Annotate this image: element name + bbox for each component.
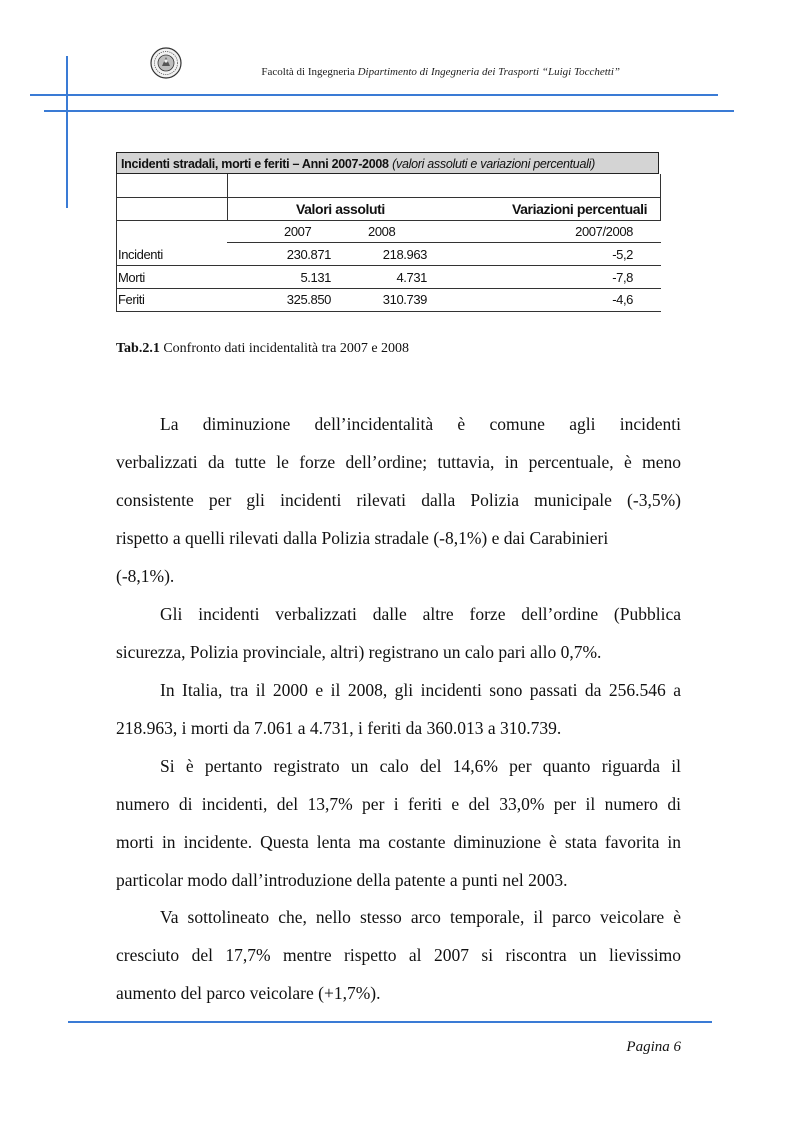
accident-data-table <box>116 152 661 312</box>
header-year-2007: 2007 <box>284 224 312 239</box>
paragraph-line: Va sottolineato che, nello stesso arco temporale, il parco veicolare è <box>160 907 681 927</box>
paragraph-line: La diminuzione dell’incidentalità è comune agli incidenti <box>160 414 681 434</box>
table-title <box>116 152 659 174</box>
cell-morti-2007: 5.131 <box>300 270 331 285</box>
group-absolute-values: Valori assoluti <box>296 201 385 217</box>
paragraph-line: Si è pertanto registrato un calo del 14,6% per quanto riguarda il <box>160 756 681 776</box>
caption-label: Tab.2.1 <box>116 341 160 356</box>
paragraph-line: Gli incidenti verbalizzati dalle altre forze dell’ordine (Pubblica <box>160 604 681 624</box>
header-period: 2007/2008 <box>575 224 633 239</box>
paragraph-2 <box>116 595 681 671</box>
header-rule-bottom <box>44 110 734 112</box>
paragraph-1 <box>116 405 681 595</box>
paragraph-line: cresciuto del 17,7% mentre rispetto al 2007 si riscontra un lievissimo <box>116 945 681 965</box>
table-title-main: Incidenti stradali, morti e feriti – Anni 2007-2008 <box>121 157 389 171</box>
cell-feriti-2008: 310.739 <box>382 292 427 307</box>
row-label-feriti: Feriti <box>118 292 145 307</box>
page-number: Pagina 6 <box>626 1039 681 1055</box>
department-name: Dipartimento di Ingegneria dei Trasporti “Luigi Tocchetti” <box>357 66 620 78</box>
paragraph-line: rispetto a quelli rilevati dalla Polizia stradale (-8,1%) e dai Carabinieri <box>116 528 609 548</box>
paragraph-line: In Italia, tra il 2000 e il 2008, gli incidenti sono passati da 256.546 a <box>160 680 681 700</box>
header-year-2008: 2008 <box>368 224 396 239</box>
paragraph-4 <box>116 747 681 899</box>
paragraph-line: particolar modo dall’introduzione della patente a punti nel 2003. <box>116 870 568 890</box>
cell-morti-pct: -7,8 <box>612 270 633 285</box>
paragraph-line: verbalizzati da tutte le forze dell’ordine; tuttavia, in percentuale, è meno <box>116 452 681 472</box>
row-label-morti: Morti <box>118 270 145 285</box>
row-label-incidenti: Incidenti <box>118 247 163 262</box>
page-header <box>0 66 620 78</box>
cell-incidenti-2007: 230.871 <box>286 247 331 262</box>
group-percentage-changes: Variazioni percentuali <box>512 201 648 217</box>
paragraph-line: aumento del parco veicolare (+1,7%). <box>116 983 381 1003</box>
paragraph-line: sicurezza, Polizia provinciale, altri) registrano un calo pari allo 0,7%. <box>116 642 602 662</box>
paragraph-line: (-8,1%). <box>116 566 175 586</box>
cell-feriti-pct: -4,6 <box>612 292 633 307</box>
faculty-name: Facoltà di Ingegneria <box>261 66 355 78</box>
paragraph-line: consistente per gli incidenti rilevati dalla Polizia municipale (-3,5%) <box>116 490 681 510</box>
footer-rule <box>68 1021 712 1023</box>
paragraph-5 <box>116 898 681 1012</box>
header-rule-top <box>30 94 718 96</box>
header-vertical-rule <box>66 56 68 208</box>
caption-text: Confronto dati incidentalità tra 2007 e 2008 <box>163 341 410 356</box>
paragraph-line: numero di incidenti, del 13,7% per i feriti e del 33,0% per il numero di <box>116 794 681 814</box>
cell-morti-2008: 4.731 <box>396 270 427 285</box>
table-caption <box>116 341 409 357</box>
cell-incidenti-pct: -5,2 <box>612 247 633 262</box>
paragraph-line: 218.963, i morti da 7.061 a 4.731, i feriti da 360.013 a 310.739. <box>116 718 562 738</box>
table-title-note: (valori assoluti e variazioni percentuali) <box>392 157 595 171</box>
paragraph-3 <box>116 671 681 747</box>
paragraph-line: morti in incidente. Questa lenta ma costante diminuzione è stata favorita in <box>116 832 681 852</box>
cell-feriti-2007: 325.850 <box>286 292 331 307</box>
cell-incidenti-2008: 218.963 <box>382 247 427 262</box>
table-grid <box>116 174 661 312</box>
